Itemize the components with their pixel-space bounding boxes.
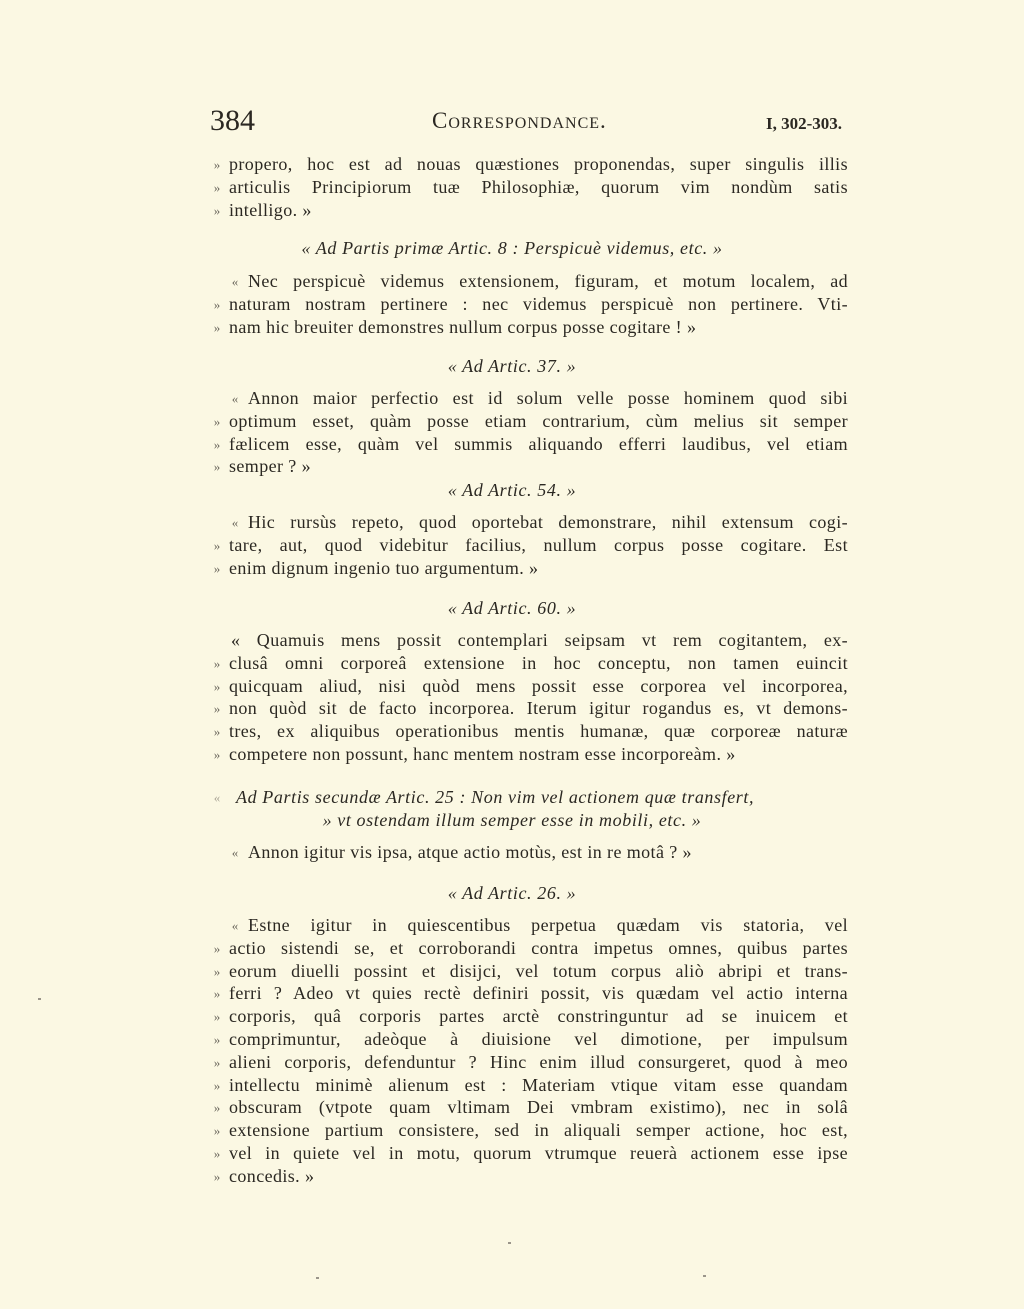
text-line — [0, 1052, 1024, 1074]
text-line — [0, 271, 1024, 293]
text-line — [0, 1075, 1024, 1097]
quote-mark: » — [213, 678, 221, 694]
text-line — [0, 1097, 1024, 1119]
line-text: comprimuntur, adeòque à diuisione vel dimotione, per impulsum — [229, 1029, 848, 1049]
text-line — [0, 698, 1024, 720]
quote-mark: « — [231, 391, 239, 406]
text-line — [0, 1120, 1024, 1142]
text-line — [0, 676, 1024, 698]
quote-mark: » — [213, 940, 221, 956]
text-line — [0, 744, 1024, 766]
text-line — [0, 938, 1024, 960]
text-line — [0, 1006, 1024, 1028]
quote-mark: » — [213, 963, 221, 979]
quote-mark: » — [213, 1032, 221, 1047]
margin-speck — [38, 998, 41, 1000]
line-text: enim dignum ingenio tuo argumentum. » — [229, 557, 539, 578]
quote-mark: » — [213, 986, 221, 1002]
page-header — [0, 104, 1024, 140]
running-title: Correspondance. — [432, 108, 607, 133]
line-text: alieni corporis, defenduntur ? Hinc enim illud consurgeret, quod à meo — [229, 1051, 848, 1072]
quote-mark: » — [213, 724, 221, 740]
text-line — [0, 961, 1024, 983]
text-line — [0, 200, 1024, 222]
section-heading: « Ad Artic. 60. » — [447, 598, 577, 618]
quote-mark: « — [231, 274, 239, 289]
text-line — [0, 456, 1024, 478]
quote-mark: » — [213, 179, 221, 195]
quote-mark: » — [213, 1054, 221, 1070]
section-heading: « Ad Artic. 54. » — [447, 480, 577, 500]
text-line — [0, 721, 1024, 743]
citation-reference: I, 302-303. — [766, 114, 843, 133]
text-line — [0, 558, 1024, 580]
text-line — [0, 411, 1024, 433]
quote-mark: « — [231, 918, 239, 933]
section-heading: « Ad Artic. 26. » — [447, 883, 577, 903]
page-number: 384 — [210, 104, 255, 137]
line-text: Nec perspicuè videmus extensionem, figuram, et motum localem, ad — [248, 271, 848, 291]
line-text: non quòd sit de facto incorporea. Iterum igitur rogandus es, vt demons- — [229, 698, 848, 719]
line-text: clusâ omni corporeâ extensione in hoc conceptu, non tamen euincit — [229, 652, 848, 673]
quote-mark: » — [213, 459, 221, 475]
line-text: articulis Principiorum tuæ Philosophiæ, quorum vim nondùm satis — [229, 176, 848, 197]
quote-mark: » — [213, 1168, 221, 1184]
text-line — [0, 983, 1024, 1005]
section-heading: « Ad Partis primæ Artic. 8 : Perspicuè videmus, etc. » — [301, 238, 723, 258]
line-text: fælicem esse, quàm vel summis aliquando efferri laudibus, vel etiam — [229, 433, 848, 454]
line-text: intellectu minimè alienum est : Materiam vtique vitam esse quandam — [229, 1074, 848, 1095]
text-line — [0, 294, 1024, 316]
line-text: optimum esset, quàm posse etiam contrarium, cùm melius sit semper — [229, 410, 848, 431]
text-line — [0, 535, 1024, 557]
line-text: propero, hoc est ad nouas quæstiones proponendas, super singulis illis — [229, 154, 848, 174]
quote-mark: » — [213, 413, 221, 429]
line-text: quicquam aliud, nisi quòd mens possit esse corporea vel incorporea, — [229, 675, 848, 696]
line-text: concedis. » — [229, 1165, 315, 1186]
line-text: tare, aut, quod videbitur facilius, nullum corpus posse cogitare. Est — [229, 534, 848, 555]
text-line — [0, 1166, 1024, 1188]
line-text: obscuram (vtpote quam vltimam Dei vmbram existimo), nec in solâ — [229, 1097, 848, 1118]
line-text: intelligo. » — [229, 199, 312, 220]
quote-mark: » — [213, 1146, 221, 1161]
line-text: corporis, quâ corporis partes arctè constringuntur ad se inuicem et — [229, 1006, 848, 1027]
quote-mark: » — [213, 157, 221, 172]
section-heading-continuation: » vt ostendam illum semper esse in mobili, etc. » — [322, 810, 702, 830]
line-text: Annon igitur vis ipsa, atque actio motùs, est in re motâ ? » — [248, 842, 692, 862]
quote-mark: « — [231, 515, 239, 530]
quote-mark: » — [213, 1123, 221, 1139]
quote-mark: » — [213, 655, 221, 671]
margin-speck — [703, 1275, 706, 1277]
quote-mark: » — [213, 747, 221, 762]
line-text: Annon maior perfectio est id solum velle posse hominem quod sibi — [248, 388, 848, 408]
quote-mark: » — [213, 436, 221, 452]
quote-mark: » — [213, 560, 221, 576]
quote-mark: » — [213, 537, 221, 553]
text-line — [0, 653, 1024, 675]
line-text: naturam nostram pertinere : nec videmus perspicuè non pertinere. Vti- — [229, 293, 848, 314]
line-text: eorum diuelli possint et disijci, vel totum corpus aliò abripi et trans- — [229, 960, 848, 981]
text-line — [0, 1029, 1024, 1051]
line-text: ferri ? Adeo vt quies rectè definiri possit, vis quædam vel actio interna — [229, 983, 848, 1004]
text-line — [0, 177, 1024, 199]
text-line — [0, 512, 1024, 534]
text-line — [0, 154, 1024, 176]
quote-mark: » — [213, 319, 221, 335]
section-heading: Ad Partis secundæ Artic. 25 : Non vim vel actionem quæ transfert, — [236, 787, 755, 807]
text-line — [0, 630, 1024, 652]
line-text: semper ? » — [229, 456, 311, 477]
line-text: Estne igitur in quiescentibus perpetua quædam vis statoria, vel — [248, 915, 848, 935]
line-text: nam hic breuiter demonstres nullum corpus posse cogitare ! » — [229, 316, 697, 337]
text-line — [0, 915, 1024, 937]
quote-mark: » — [213, 296, 221, 312]
text-line — [0, 388, 1024, 410]
quote-mark: » — [213, 701, 221, 717]
section-heading: « Ad Artic. 37. » — [447, 356, 577, 376]
quote-mark: » — [213, 1009, 221, 1025]
line-text: Hic rursùs repeto, quod oportebat demonstrare, nihil extensum cogi- — [248, 512, 848, 532]
line-text: tres, ex aliquibus operationibus mentis humanæ, quæ corporeæ naturæ — [229, 721, 848, 742]
line-text: actio sistendi se, et corroborandi contra impetus omnes, quibus partes — [229, 937, 848, 958]
line-text: « Quamuis mens possit contemplari seipsam vt rem cogitantem, ex- — [231, 630, 848, 650]
quote-mark: « — [231, 845, 239, 860]
line-text: extensione partium consistere, sed in aliquali semper actione, hoc est, — [229, 1120, 848, 1141]
text-line — [0, 317, 1024, 339]
line-text: vel in quiete vel in motu, quorum vtrumque reuerà actionem esse ipse — [229, 1143, 848, 1163]
margin-speck — [316, 1277, 319, 1279]
quote-mark: » — [213, 1100, 221, 1116]
text-line — [0, 1143, 1024, 1165]
text-line — [0, 842, 1024, 864]
quote-mark: » — [213, 1077, 221, 1093]
quote-mark: « — [213, 790, 221, 805]
line-text: competere non possunt, hanc mentem nostram esse incorporeàm. » — [229, 744, 736, 764]
margin-speck — [508, 1242, 511, 1244]
quote-mark: » — [213, 202, 221, 218]
text-line — [0, 434, 1024, 456]
